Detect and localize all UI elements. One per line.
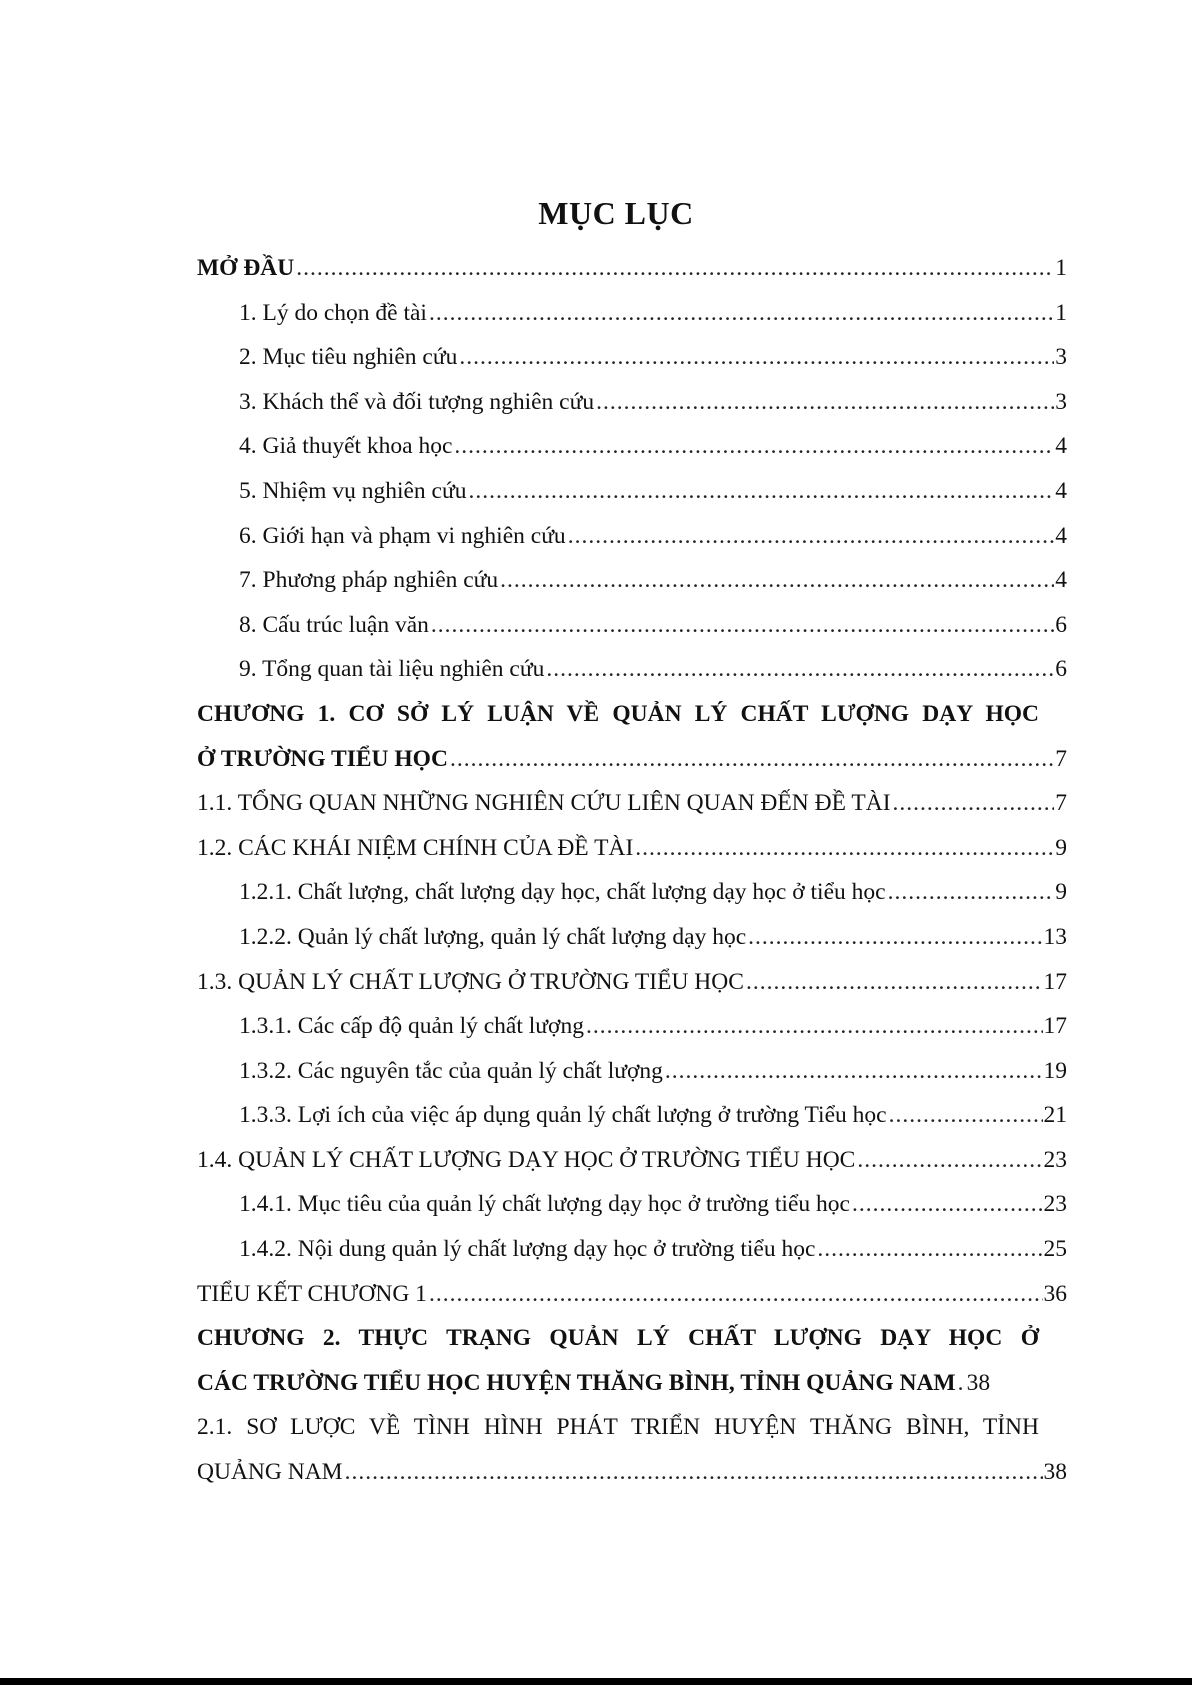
toc-entry[interactable] bbox=[197, 915, 1067, 960]
toc-entry-text: Ở TRƯỜNG TIỂU HỌC bbox=[197, 745, 448, 772]
toc-page-number: 1 bbox=[1055, 299, 1067, 326]
dot-leader bbox=[893, 781, 1055, 826]
toc-entry-text: QUẢNG NAM bbox=[197, 1459, 343, 1486]
toc-chapter-heading-line[interactable] bbox=[197, 692, 1067, 737]
toc-page-number: 38 bbox=[966, 1369, 991, 1396]
toc-entry[interactable] bbox=[197, 246, 1067, 291]
table-of-contents bbox=[197, 246, 1067, 1495]
dot-leader bbox=[568, 514, 1055, 559]
toc-page-number: 6 bbox=[1055, 656, 1067, 683]
toc-page-number: 17 bbox=[1043, 1013, 1067, 1040]
dot-leader bbox=[852, 1182, 1043, 1227]
toc-page-number: 17 bbox=[1043, 968, 1067, 995]
toc-entry-text-line1: CHƯƠNG 2. THỰC TRẠNG QUẢN LÝ CHẤT LƯỢNG DẠY HỌC Ở bbox=[197, 1325, 1039, 1352]
dot-leader bbox=[596, 380, 1054, 425]
dot-leader bbox=[429, 291, 1054, 336]
toc-page-number: 3 bbox=[1055, 344, 1067, 371]
toc-page-number: 38 bbox=[1043, 1459, 1067, 1486]
dot-leader bbox=[748, 915, 1042, 960]
toc-entry-text: 6. Giới hạn và phạm vi nghiên cứu bbox=[239, 522, 566, 549]
dot-leader bbox=[546, 647, 1054, 692]
toc-page-number: 7 bbox=[1055, 790, 1067, 817]
toc-entry-text: 1.2. CÁC KHÁI NIỆM CHÍNH CỦA ĐỀ TÀI bbox=[197, 834, 634, 861]
toc-entry[interactable] bbox=[197, 424, 1067, 469]
toc-entry-text: 8. Cấu trúc luận văn bbox=[239, 611, 429, 638]
dot-leader bbox=[857, 1138, 1042, 1183]
toc-entry[interactable] bbox=[197, 1227, 1067, 1272]
toc-entry[interactable] bbox=[197, 514, 1067, 559]
toc-entry[interactable] bbox=[197, 960, 1067, 1005]
toc-entry[interactable] bbox=[197, 781, 1067, 826]
toc-entry-text: TIỂU KẾT CHƯƠNG 1 bbox=[197, 1280, 427, 1307]
toc-page-number: 1 bbox=[1055, 255, 1067, 281]
toc-page-number: 36 bbox=[1043, 1280, 1067, 1307]
toc-entry-text: 1.2.2. Quản lý chất lượng, quản lý chất lượng dạy học bbox=[239, 923, 747, 950]
toc-entry[interactable] bbox=[197, 647, 1067, 692]
toc-entry-text: 1.4.1. Mục tiêu của quản lý chất lượng dạy học ở trường tiểu học bbox=[239, 1191, 850, 1218]
toc-entry-text: 1.3.2. Các nguyên tắc của quản lý chất lượng bbox=[239, 1057, 663, 1084]
toc-entry-text: 1.3. QUẢN LÝ CHẤT LƯỢNG Ở TRƯỜNG TIỂU HỌC bbox=[197, 968, 744, 995]
toc-section-heading-line[interactable] bbox=[197, 1405, 1067, 1450]
dot-leader bbox=[296, 246, 1054, 291]
toc-page-number: 21 bbox=[1043, 1102, 1067, 1129]
toc-entry-text: 3. Khách thể và đối tượng nghiên cứu bbox=[239, 388, 595, 415]
toc-page-number: 19 bbox=[1043, 1057, 1067, 1084]
dot-leader bbox=[586, 1004, 1043, 1049]
toc-page-number: 4 bbox=[1055, 433, 1067, 460]
toc-page-number: 4 bbox=[1055, 522, 1067, 549]
toc-entry[interactable] bbox=[197, 291, 1067, 336]
toc-entry[interactable] bbox=[197, 469, 1067, 514]
toc-entry[interactable] bbox=[197, 335, 1067, 380]
toc-page-number: 25 bbox=[1043, 1236, 1067, 1263]
toc-entry-text: CÁC TRƯỜNG TIỂU HỌC HUYỆN THĂNG BÌNH, TỈNH QUẢNG NAM bbox=[197, 1369, 956, 1396]
toc-entry-text: 1.4.2. Nội dung quản lý chất lượng dạy học ở trường tiểu học bbox=[239, 1236, 816, 1263]
toc-entry-text: 7. Phương pháp nghiên cứu bbox=[239, 567, 499, 594]
dot-leader bbox=[345, 1450, 1043, 1495]
toc-entry[interactable] bbox=[197, 1004, 1067, 1049]
dot-leader bbox=[500, 558, 1054, 603]
toc-entry[interactable] bbox=[197, 558, 1067, 603]
toc-entry[interactable] bbox=[197, 1093, 1067, 1138]
toc-entry[interactable] bbox=[197, 737, 1067, 782]
toc-entry[interactable] bbox=[197, 1182, 1067, 1227]
dot-leader bbox=[746, 960, 1043, 1005]
dot-leader bbox=[665, 1049, 1043, 1094]
toc-entry-text: 1.3.3. Lợi ích của việc áp dụng quản lý chất lượng ở trường Tiểu học bbox=[239, 1102, 887, 1129]
toc-entry-text-line1: CHƯƠNG 1. CƠ SỞ LÝ LUẬN VỀ QUẢN LÝ CHẤT LƯỢNG DẠY HỌC bbox=[197, 700, 1039, 727]
toc-page-number: 9 bbox=[1055, 834, 1067, 861]
toc-entry-text: 9. Tổng quan tài liệu nghiên cứu bbox=[239, 656, 545, 683]
toc-page-number: 13 bbox=[1043, 923, 1067, 950]
toc-page-number: 4 bbox=[1055, 477, 1067, 504]
toc-entry[interactable] bbox=[197, 1450, 1067, 1495]
toc-entry[interactable] bbox=[197, 1361, 1067, 1406]
bottom-edge-bar bbox=[0, 1678, 1192, 1685]
toc-page-number: 9 bbox=[1055, 879, 1067, 906]
page-title: MỤC LỤC bbox=[538, 195, 694, 231]
toc-entry-text: 2. Mục tiêu nghiên cứu bbox=[239, 344, 458, 371]
toc-entry-text: 4. Giả thuyết khoa học bbox=[239, 433, 453, 460]
toc-page-number: 7 bbox=[1055, 745, 1067, 772]
dot-leader bbox=[459, 335, 1054, 380]
toc-entry-text: 1.2.1. Chất lượng, chất lượng dạy học, chất lượng dạy học ở tiểu học bbox=[239, 879, 886, 906]
toc-entry-text: 1.1. TỔNG QUAN NHỮNG NGHIÊN CỨU LIÊN QUAN ĐẾN ĐỀ TÀI bbox=[197, 790, 891, 817]
dot-leader bbox=[450, 737, 1054, 782]
toc-chapter-heading-line[interactable] bbox=[197, 1316, 1067, 1361]
dot-leader bbox=[429, 1272, 1043, 1317]
dot-leader bbox=[889, 1093, 1043, 1138]
toc-entry[interactable] bbox=[197, 1272, 1067, 1317]
toc-page-number: 6 bbox=[1055, 611, 1067, 638]
toc-entry-text: 5. Nhiệm vụ nghiên cứu bbox=[239, 477, 467, 504]
toc-entry[interactable] bbox=[197, 380, 1067, 425]
toc-entry[interactable] bbox=[197, 1049, 1067, 1094]
dot-leader bbox=[454, 424, 1054, 469]
toc-entry-text-line1: 2.1. SƠ LƯỢC VỀ TÌNH HÌNH PHÁT TRIỂN HUYỆN THĂNG BÌNH, TỈNH bbox=[197, 1414, 1039, 1441]
toc-page-number: 23 bbox=[1043, 1146, 1067, 1173]
dot-leader bbox=[635, 826, 1054, 871]
toc-page-number: 4 bbox=[1055, 567, 1067, 594]
toc-entry-text: 1.4. QUẢN LÝ CHẤT LƯỢNG DẠY HỌC Ở TRƯỜNG TIỂU HỌC bbox=[197, 1146, 856, 1173]
toc-entry[interactable] bbox=[197, 870, 1067, 915]
dot-leader bbox=[958, 1361, 966, 1406]
toc-entry-text: 1.3.1. Các cấp độ quản lý chất lượng bbox=[239, 1013, 584, 1040]
dot-leader bbox=[468, 469, 1054, 514]
toc-page-number: 3 bbox=[1055, 388, 1067, 415]
toc-page-number: 23 bbox=[1043, 1191, 1067, 1218]
toc-entry-text: 1. Lý do chọn đề tài bbox=[239, 299, 427, 326]
dot-leader bbox=[431, 603, 1054, 648]
toc-entry[interactable] bbox=[197, 603, 1067, 648]
dot-leader bbox=[817, 1227, 1042, 1272]
dot-leader bbox=[888, 870, 1055, 915]
toc-entry[interactable] bbox=[197, 826, 1067, 871]
toc-entry[interactable] bbox=[197, 1138, 1067, 1183]
toc-entry-text: MỞ ĐẦU bbox=[197, 255, 295, 281]
